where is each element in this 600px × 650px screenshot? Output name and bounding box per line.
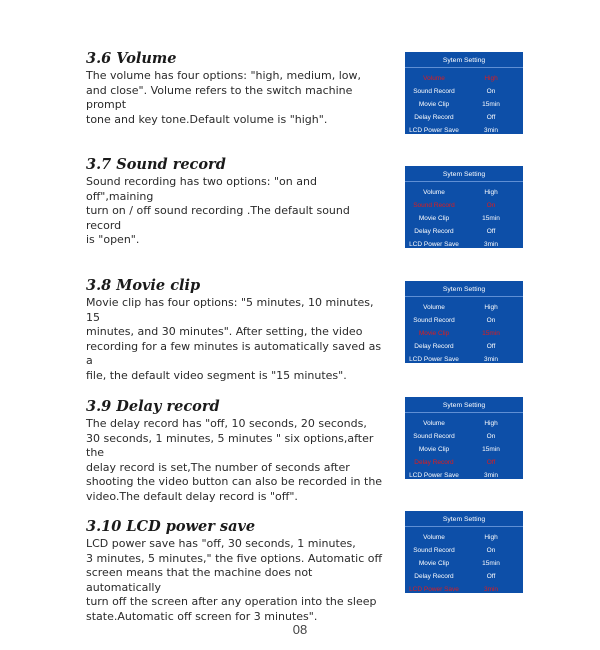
menu-row [405,239,523,251]
body-line: file, the default video segment is "15 minutes". [86,368,347,382]
menu-row-label: Movie Clip [418,101,450,108]
menu-row [405,86,523,98]
menu-row-value: 3min [483,127,499,134]
menu-row-label: Sound Record [413,547,455,554]
section-heading: 3.10 LCD power save [86,518,256,535]
menu-row-label: Volume [423,534,445,541]
section-body [86,537,386,625]
menu-row-label: LCD Power Save [409,241,459,248]
section-volume [86,50,386,127]
body-line: minutes, and 30 minutes". After setting, the video [86,325,363,339]
body-line: 3 minutes, 5 minutes," the five options. Automatic off [86,551,383,565]
panel-divider [405,67,523,68]
menu-row-value: Off [486,459,496,466]
section-heading: 3.8 Movie clip [86,277,201,294]
menu-row [405,125,523,137]
section-heading: 3.9 Delay record [86,398,220,415]
body-line: video.The default delay record is "off". [86,489,298,503]
section-lcd-power-save [86,518,386,625]
menu-row-value: 15min [482,446,500,453]
menu-row-label: Movie Clip [418,330,450,337]
menu-row-label: Delay Record [414,114,454,121]
menu-row-value: 15min [482,101,500,108]
menu-row [405,431,523,443]
section-body [86,69,386,127]
menu-row-value: 15min [482,560,500,567]
menu-row-label: LCD Power Save [409,356,459,363]
panel-divider [405,296,523,297]
menu-row [405,187,523,199]
body-line: shooting the video button can also be recorded in the [86,475,383,489]
menu-row-value: On [486,88,496,95]
body-line: state.Automatic off screen for 3 minutes". [86,609,318,623]
menu-row-value: High [484,75,498,82]
menu-row [405,532,523,544]
menu-row-label: Sound Record [413,317,455,324]
menu-row [405,354,523,366]
menu-row-value: 15min [482,330,500,337]
menu-row-label: Sound Record [413,433,455,440]
panel-title: Sytem Setting [442,516,486,523]
body-line: and close". Volume refers to the switch machine prompt [86,83,353,112]
menu-row-label: LCD Power Save [409,586,459,593]
menu-row [405,302,523,314]
menu-row-label: Volume [423,420,445,427]
menu-row-label: Volume [423,304,445,311]
menu-row-value: High [484,189,498,196]
menu-row [405,112,523,124]
menu-row-label: Delay Record [414,573,454,580]
system-setting-panel-sound-record [405,166,523,248]
menu-row [405,99,523,111]
menu-row-label: Delay Record [414,228,454,235]
panel-divider [405,412,523,413]
menu-row [405,558,523,570]
menu-row-value: On [486,547,496,554]
menu-row-label: LCD Power Save [409,127,459,134]
page-number: 08 [292,622,308,637]
menu-row [405,226,523,238]
system-setting-panel-delay-record [405,397,523,479]
section-body [86,417,386,505]
body-line: delay record is set,The number of seconds after [86,460,350,474]
section-sound-record [86,156,386,248]
menu-row-label: LCD Power Save [409,472,459,479]
menu-row-value: 3min [483,472,499,479]
panel-title: Sytem Setting [442,402,486,409]
menu-row-label: Delay Record [414,343,454,350]
system-setting-panel-lcd-power-save [405,511,523,593]
menu-row [405,470,523,482]
menu-row-label: Delay Record [414,459,454,466]
menu-row-label: Movie Clip [418,446,450,453]
menu-row [405,213,523,225]
menu-row-value: High [484,534,498,541]
menu-row-label: Volume [423,189,445,196]
menu-row-value: 3min [483,356,499,363]
system-setting-panel-volume [405,52,523,134]
menu-row [405,200,523,212]
menu-row-value: 3min [483,586,499,593]
body-line: Sound recording has two options: "on and off",maining [86,175,317,203]
menu-row [405,444,523,456]
menu-row-value: Off [486,114,496,121]
panel-title: Sytem Setting [442,171,486,178]
menu-row-label: Sound Record [413,88,455,95]
menu-row [405,328,523,340]
menu-row-value: On [486,317,496,324]
body-line: turn off the screen after any operation into the sleep [86,595,377,609]
body-line: is "open". [86,233,140,247]
menu-row-value: 15min [482,215,500,222]
menu-row [405,584,523,596]
section-movie-clip [86,277,386,384]
menu-row [405,571,523,583]
body-line: The volume has four options: "high, medium, low, [86,69,361,82]
menu-row-label: Movie Clip [418,215,450,222]
menu-row [405,457,523,469]
menu-row-value: High [484,304,498,311]
panel-title: Sytem Setting [442,57,486,64]
menu-row-value: On [486,433,496,440]
system-setting-panel-movie-clip [405,281,523,363]
panel-title: Sytem Setting [442,286,486,293]
menu-row-value: 3min [483,241,499,248]
menu-row-value: Off [486,573,496,580]
menu-row-value: Off [486,343,496,350]
body-line: screen means that the machine does not automatically [86,566,313,594]
body-line: tone and key tone.Default volume is "high". [86,112,328,126]
body-line: Movie clip has four options: "5 minutes, 10 minutes, 15 [86,296,374,324]
section-body [86,296,386,384]
section-body [86,175,386,248]
section-heading: 3.7 Sound record [86,156,226,173]
menu-row-value: Off [486,228,496,235]
menu-row-label: Movie Clip [418,560,450,567]
menu-row [405,73,523,85]
body-line: LCD power save has "off, 30 seconds, 1 minutes, [86,537,356,550]
menu-row-value: High [484,420,498,427]
panel-divider [405,526,523,527]
body-line: 30 seconds, 1 minutes, 5 minutes " six options,after the [86,431,374,460]
menu-row-label: Sound Record [413,202,455,209]
section-delay-record [86,398,386,505]
menu-row-label: Volume [423,75,445,82]
panel-divider [405,181,523,182]
menu-row [405,418,523,430]
menu-row [405,545,523,557]
menu-row-value: On [486,202,496,209]
body-line: turn on / off sound recording .The default sound record [86,204,350,232]
body-line: recording for a few minutes is automatically saved as a [86,339,382,368]
body-line: The delay record has "off, 10 seconds, 20 seconds, [86,417,367,430]
section-heading: 3.6 Volume [86,50,177,67]
menu-row [405,315,523,327]
menu-row [405,341,523,353]
